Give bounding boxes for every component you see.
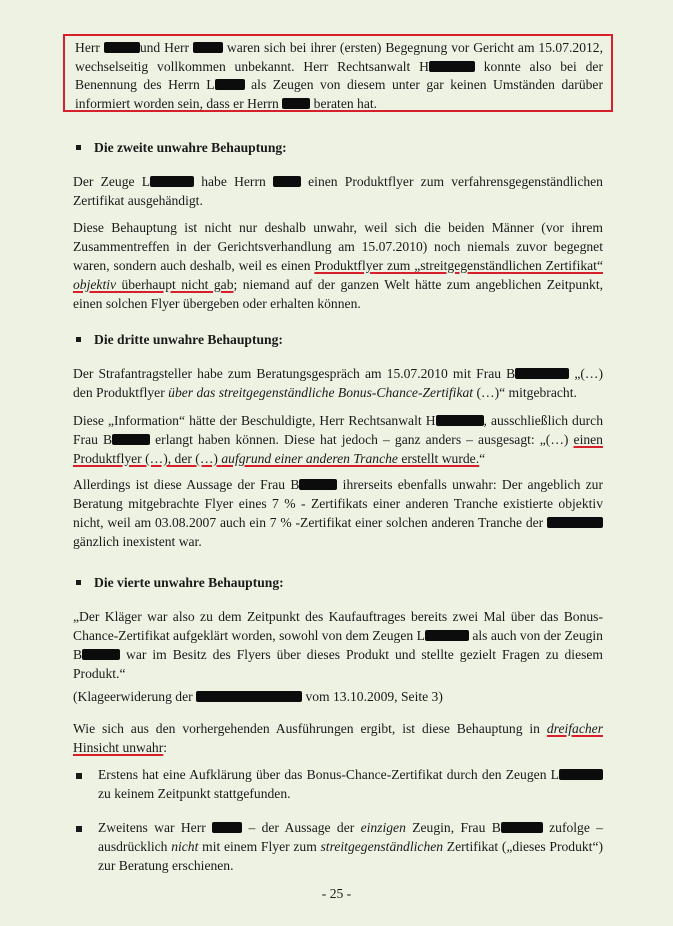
page-number: - 25 - — [321, 886, 352, 901]
bullet-item: Zweitens war Herr – der Aussage der einzigen Zeugin, Frau B zufolge – ausdrücklich nicht mit einem Flyer zum streitgegenständlichen Zertifikat („dieses Produkt“) zur Beratung erschienen. — [98, 820, 604, 873]
redaction — [196, 691, 302, 702]
bullet-square — [76, 337, 81, 342]
redaction — [501, 822, 543, 833]
paragraph: Wie sich aus den vorhergehenden Ausführungen ergibt, ist diese Behauptung in dreifacher Hinsicht unwahr: — [73, 721, 603, 755]
redaction — [193, 42, 223, 53]
bullet-square — [76, 145, 81, 150]
redaction — [429, 61, 475, 72]
paragraph: Der Strafantragsteller habe zum Beratungsgespräch am 15.07.2010 mit Frau B „(…) den Produktflyer über das streitgegenständliche Bonus-Chance-Zertifikat (…)“ mitgebracht. — [73, 366, 603, 400]
citation: (Klageerwiderung der vom 13.10.2009, Seite 3) — [73, 689, 443, 704]
heading-fourth-claim: Die vierte unwahre Behauptung: — [76, 575, 284, 591]
redaction — [436, 415, 484, 426]
quote-paragraph: „Der Kläger war also zu dem Zeitpunkt des Kaufauftrages bereits zwei Mal über das Bonus-Chance-Zertifikat aufgeklärt worden, sowohl von dem Zeugen L als auch von der Zeugin B war im Besitz des Flyers über dieses Produkt und stellte gezielt Fragen zu diesem Produkt.“ — [73, 609, 603, 681]
paragraph: Diese „Information“ hätte der Beschuldigte, Herr Rechtsanwalt H , ausschließlich durch Frau B erlangt haben können. Diese hat jedoch – ganz anders – ausgesagt: „(…) einen Produktflyer (…), der (…) aufgrund einer anderen Tranche erstellt wurde.“ — [73, 413, 604, 466]
redaction — [112, 434, 150, 445]
bullet-square — [76, 826, 82, 832]
bullet-square — [76, 773, 82, 779]
paragraph: Diese Behauptung ist nicht nur deshalb unwahr, weil sich die beiden Männer (vor ihrem Zusammentreffen in der Gerichtsverhandlung am 15.07.2010) noch niemals zuvor begegnet waren, sondern auch deshalb, weil es einen Produktflyer zum „streitgegenständlichen Zertifikat“ objektiv überhaupt nicht gab; niemand auf der ganzen Welt hätte zum angeblichen Zeitpunkt, einen solchen Flyer übergeben oder erhalten können. — [73, 220, 603, 311]
heading-second-claim: Die zweite unwahre Behauptung: — [76, 140, 287, 156]
redaction — [425, 630, 469, 641]
redaction — [515, 368, 569, 379]
redaction — [273, 176, 301, 187]
bullet-item: Erstens hat eine Aufklärung über das Bonus-Chance-Zertifikat durch den Zeugen L zu keinem Zeitpunkt stattgefunden. — [98, 765, 603, 803]
redaction — [559, 769, 603, 780]
redaction — [82, 649, 120, 660]
redaction — [299, 479, 337, 490]
paragraph: Der Zeuge L habe Herrn einen Produktflyer zum verfahrensgegenständlichen Zertifikat ausgehändigt. — [73, 174, 603, 208]
heading-third-claim: Die dritte unwahre Behauptung: — [76, 332, 283, 348]
boxed-paragraph: Herr und Herr waren sich bei ihrer (ersten) Begegnung vor Gericht am 15.07.2012, wechselseitig vollkommen unbekannt. Herr Rechtsanwalt H konnte also bei der Benennung des Herrn L als Zeugen von diesem unter gar keinen Umständen darüber informiert worden sein, dass er Herrn beraten hat. — [75, 40, 604, 111]
redaction — [215, 79, 245, 90]
paragraph: Allerdings ist diese Aussage der Frau B ihrerseits ebenfalls unwahr: Der angeblich zur Beratung mitgebrachte Flyer eines 7 % - Zertifikats einer anderen Tranche existierte objektiv nicht, weil am 03.08.2007 auch ein 7 % -Zertifikat einer solchen anderen Tranche der gänzlich inexistent war. — [73, 477, 604, 549]
redaction — [150, 176, 194, 187]
bullet-square — [76, 580, 81, 585]
redaction — [547, 517, 603, 528]
redaction — [282, 98, 310, 109]
redaction — [212, 822, 242, 833]
redaction — [104, 42, 140, 53]
